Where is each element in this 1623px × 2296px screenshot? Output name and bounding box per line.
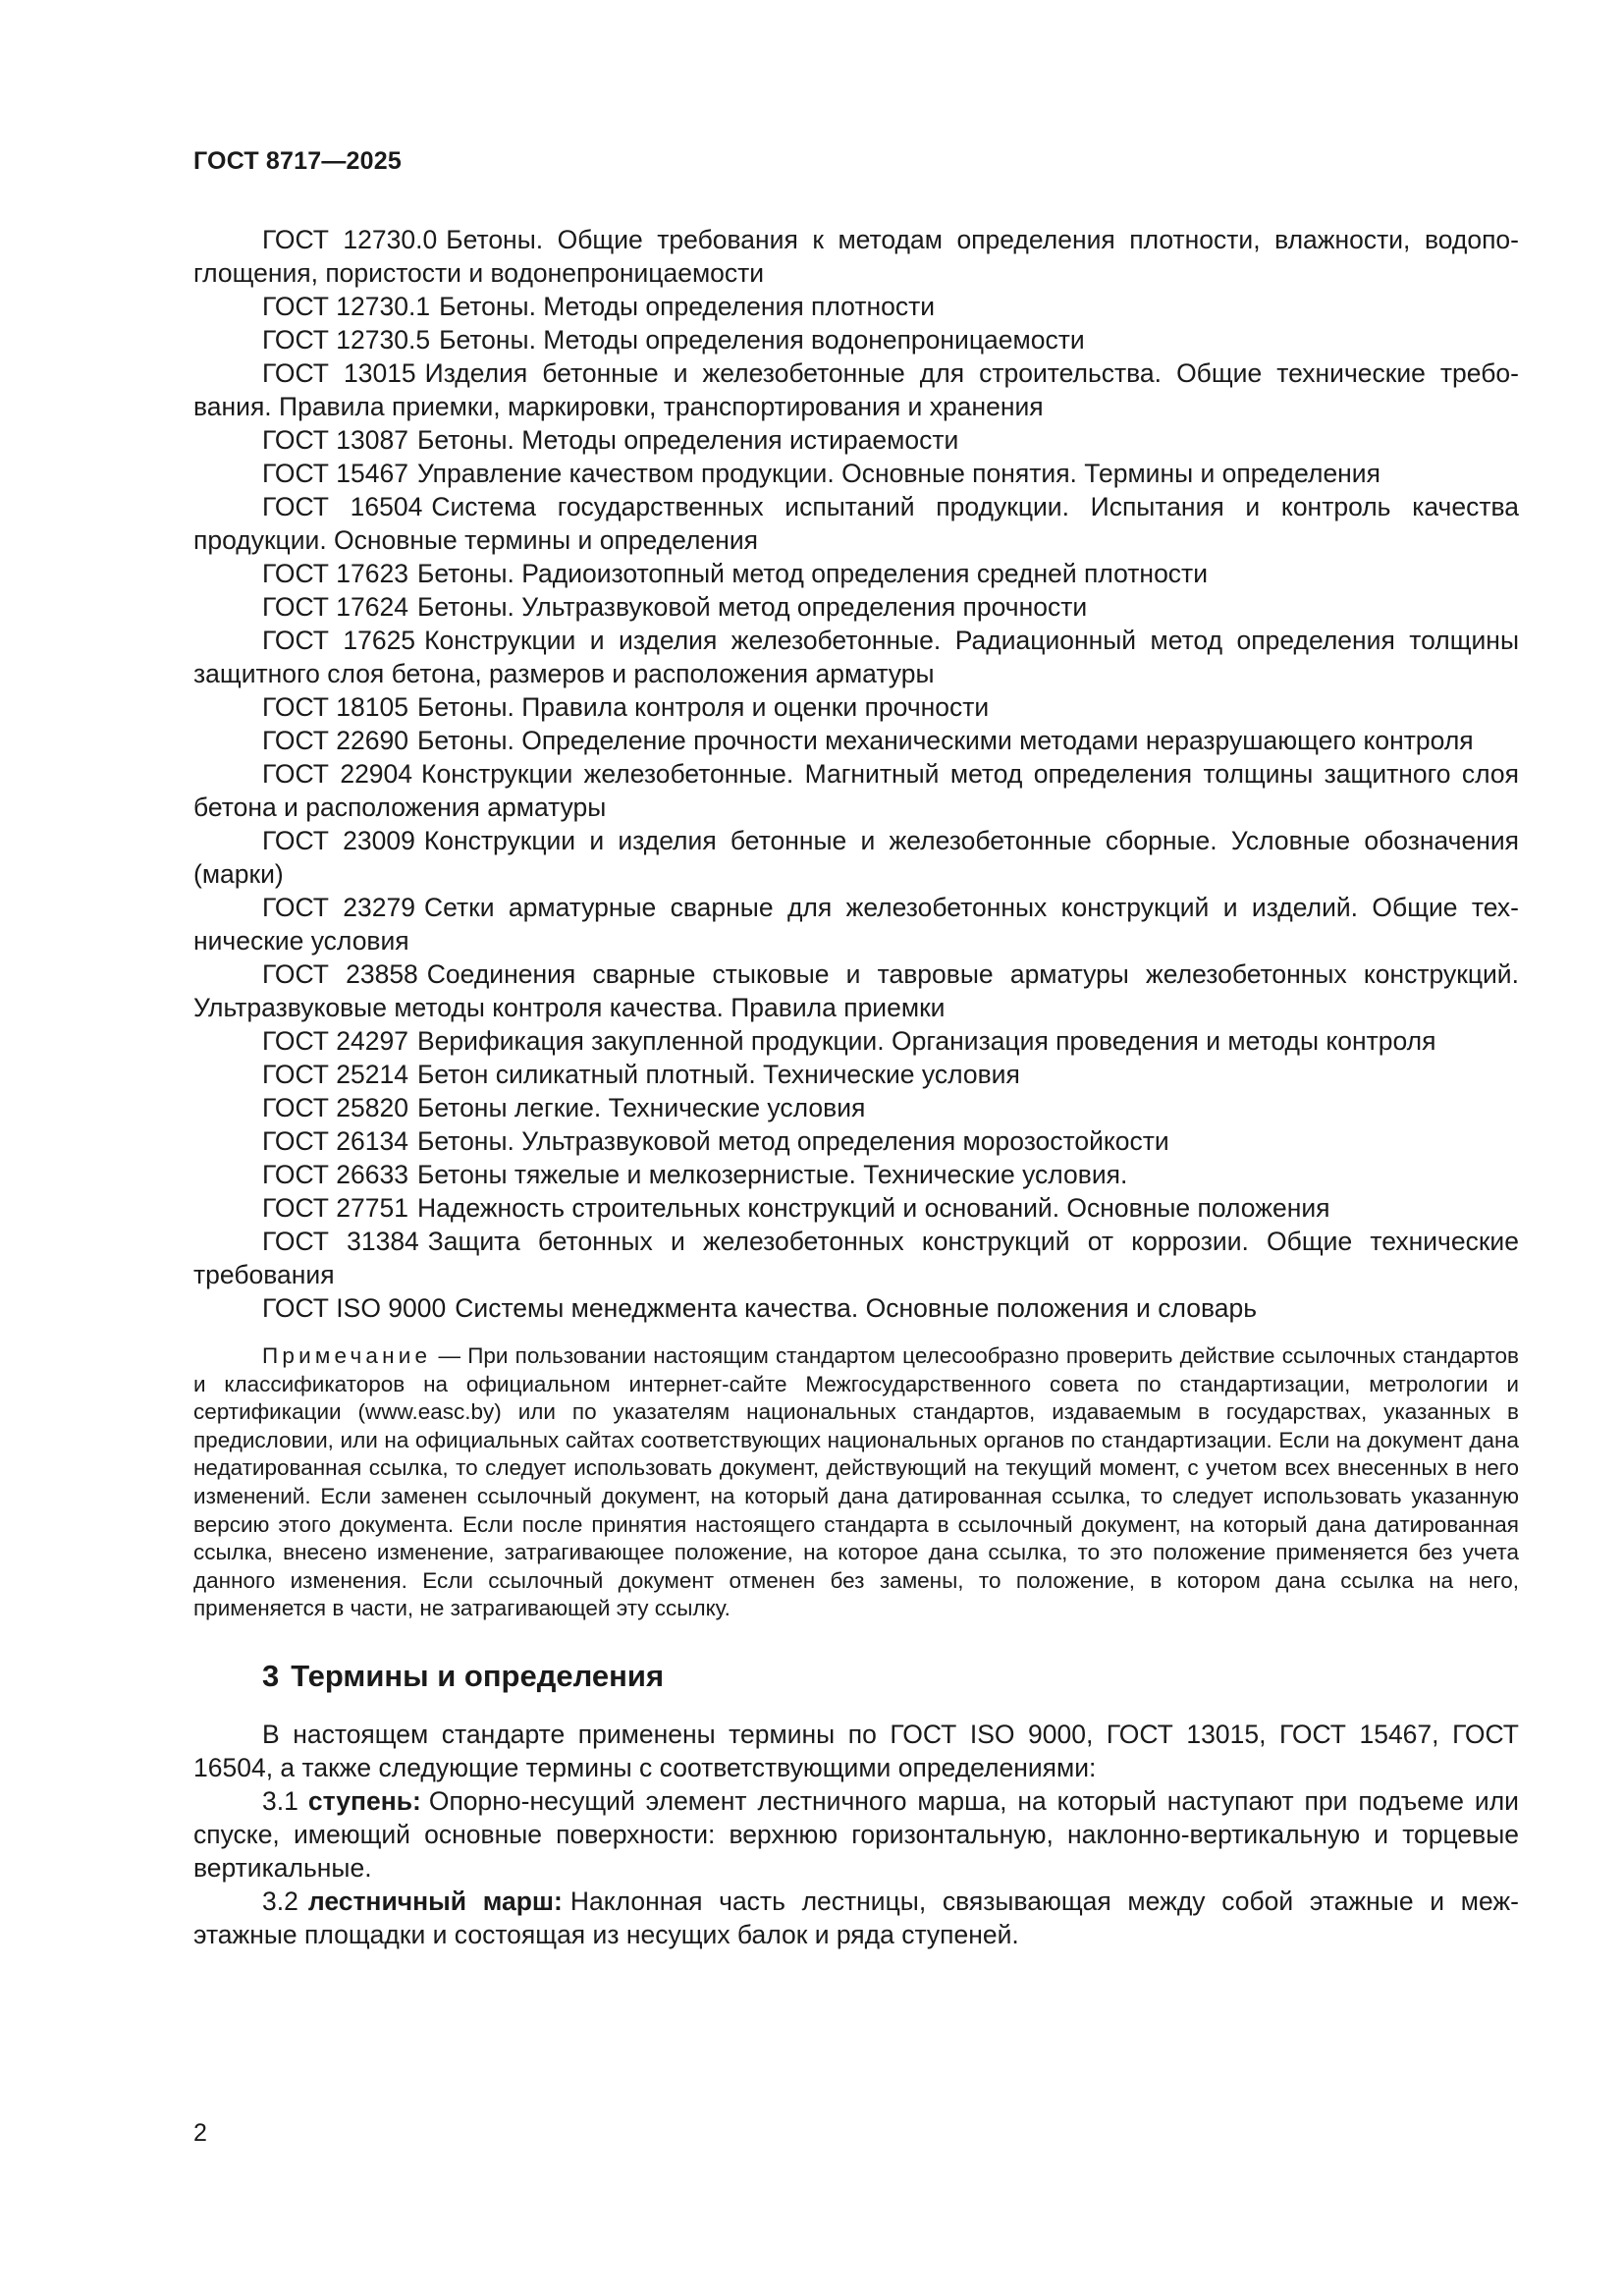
reference-item	[193, 423, 1519, 457]
reference-code: ГОСТ 13015	[262, 358, 416, 388]
reference-title: Системы менеджмента качества. Основные положения и словарь	[455, 1293, 1258, 1323]
reference-title: Бетоны. Правила контроля и оценки прочности	[416, 692, 990, 722]
references-note	[193, 1342, 1519, 1623]
reference-code: ГОСТ 23858	[262, 959, 418, 989]
reference-code: ГОСТ 12730.5	[262, 325, 431, 355]
reference-item	[193, 624, 1519, 690]
reference-title: Бетоны. Методы определения водонепроницаемости	[439, 325, 1085, 355]
reference-code: ГОСТ 25214	[262, 1060, 408, 1089]
term-number: 3.2	[262, 1886, 298, 1916]
reference-item	[193, 1124, 1519, 1158]
reference-item	[193, 1191, 1519, 1225]
reference-item	[193, 323, 1519, 356]
reference-item	[193, 757, 1519, 824]
reference-title: Система государственных испытаний продукции. Испытания и контроль качества продукции. Основные термины и определения	[193, 492, 1519, 555]
term-name: ступень:	[307, 1785, 421, 1816]
reference-title: Бетоны. Радиоизотопный метод определения средней плотности	[416, 559, 1208, 588]
section-intro: В настоящем стандарте применены термины по ГОСТ ISO 9000, ГОСТ 13015, ГОСТ 15467, ГОСТ 16504, а также следующие термины с соответствующими определениями:	[193, 1719, 1519, 1782]
reference-title: Изделия бетонные и железобетонные для строительства. Общие технические требования. Правила приемки, маркировки, транспортирования и хранения	[193, 358, 1519, 421]
page-number: 2	[193, 2119, 207, 2147]
reference-code: ГОСТ 17625	[262, 626, 416, 655]
reference-item	[193, 557, 1519, 590]
reference-title: Управление качеством продукции. Основные понятия. Термины и определения	[416, 459, 1380, 488]
reference-title: Бетоны. Определение прочности механическими методами неразрушающего контроля	[416, 726, 1474, 755]
reference-title: Сетки арматурные сварные для железобетонных конструкций и изделий. Общие технические условия	[193, 893, 1519, 956]
reference-code: ГОСТ 16504	[262, 492, 423, 521]
term-definition	[193, 1885, 1519, 1951]
reference-item	[193, 957, 1519, 1024]
reference-code: ГОСТ 23279	[262, 893, 415, 922]
reference-code: ГОСТ 18105	[262, 692, 408, 722]
reference-title: Бетоны легкие. Технические условия	[416, 1093, 866, 1122]
reference-title: Защита бетонных и железобетонных конструкций от коррозии. Общие технические требования	[193, 1227, 1519, 1289]
reference-code: ГОСТ 15467	[262, 459, 408, 488]
reference-item	[193, 690, 1519, 724]
reference-item	[193, 1225, 1519, 1291]
reference-code: ГОСТ 17623	[262, 559, 408, 588]
reference-item	[193, 590, 1519, 624]
term-name: лестничный марш:	[307, 1886, 563, 1916]
section-heading	[262, 1659, 1519, 1694]
reference-item	[193, 1158, 1519, 1191]
reference-title: Бетоны. Ультразвуковой метод определения морозостойкости	[416, 1126, 1169, 1156]
reference-code: ГОСТ 23009	[262, 826, 415, 855]
reference-code: ГОСТ 24297	[262, 1026, 408, 1056]
reference-title: Бетоны. Общие требования к методам определения плотности, влажности, водопоглощения, пористости и водонепроницаемости	[193, 225, 1519, 288]
reference-item	[193, 356, 1519, 423]
reference-code: ГОСТ 26134	[262, 1126, 408, 1156]
reference-title: Бетоны. Методы определения истираемости	[416, 425, 959, 455]
reference-title: Соединения сварные стыковые и тавровые арматуры железобетонных конструкций. Ультразвуковые методы контроля качества. Правила приемки	[193, 959, 1519, 1022]
reference-title: Конструкции и изделия железобетонные. Радиационный метод определения толщины защитного слоя бетона, размеров и расположения арматуры	[193, 626, 1519, 688]
note-label: Примечание	[262, 1343, 432, 1368]
term-definition	[193, 1784, 1519, 1885]
reference-item	[193, 1091, 1519, 1124]
section-number: 3	[262, 1658, 280, 1693]
reference-item	[193, 891, 1519, 957]
reference-code: ГОСТ 27751	[262, 1193, 408, 1223]
reference-code: ГОСТ 12730.0	[262, 225, 438, 254]
reference-item	[193, 1058, 1519, 1091]
reference-code: ГОСТ 13087	[262, 425, 408, 455]
reference-code: ГОСТ 31384	[262, 1227, 419, 1256]
reference-title: Конструкции железобетонные. Магнитный метод определения толщины защитного слоя бетона и расположения арматуры	[193, 759, 1519, 822]
reference-code: ГОСТ 22690	[262, 726, 408, 755]
term-text: Наклонная часть лестницы, связывающая между собой этажные и межэтажные площадки и состоящая из несущих балок и ряда ступеней.	[193, 1886, 1519, 1949]
term-number: 3.1	[262, 1785, 298, 1816]
normative-references-list	[193, 223, 1519, 1325]
reference-title: Бетоны тяжелые и мелкозернистые. Технические условия.	[416, 1160, 1128, 1189]
reference-title: Надежность строительных конструкций и оснований. Основные положения	[416, 1193, 1330, 1223]
section-title: Термины и определения	[291, 1658, 665, 1693]
reference-code: ГОСТ ISO 9000	[262, 1293, 447, 1323]
reference-item	[193, 490, 1519, 557]
reference-code: ГОСТ 12730.1	[262, 292, 431, 321]
reference-item	[193, 290, 1519, 323]
reference-title: Бетон силикатный плотный. Технические условия	[416, 1060, 1020, 1089]
reference-item	[193, 824, 1519, 891]
reference-title: Конструкции и изделия бетонные и железобетонные сборные. Условные обозначения (марки)	[193, 826, 1519, 889]
reference-item	[193, 1291, 1519, 1325]
reference-title: Верификация закупленной продукции. Организация проведения и методы контроля	[416, 1026, 1436, 1056]
reference-item	[193, 457, 1519, 490]
document-page	[193, 147, 1519, 1951]
reference-code: ГОСТ 26633	[262, 1160, 408, 1189]
reference-code: ГОСТ 22904	[262, 759, 413, 789]
reference-title: Бетоны. Методы определения плотности	[439, 292, 936, 321]
reference-item	[193, 724, 1519, 757]
reference-item	[193, 1024, 1519, 1058]
reference-code: ГОСТ 17624	[262, 592, 408, 622]
term-text: Опорно-несущий элемент лестничного марша, на который наступают при подъеме или спуске, имеющий основные поверхности: верхнюю горизонтальную, наклонно-вертикальную и торцевые вертикальные.	[193, 1785, 1519, 1883]
reference-title: Бетоны. Ультразвуковой метод определения прочности	[416, 592, 1088, 622]
reference-code: ГОСТ 25820	[262, 1093, 408, 1122]
note-text: — При пользовании настоящим стандартом целесообразно проверить действие ссылочных стандартов и классификаторов на официальном интернет-сайте Межгосударственного совета по стандартизации, метрологии и сертификации (www.easc.by) или по указателям национальных стандартов, издаваемым в государствах, указанных в предисловии, или на официальных сайтах соответствующих национальных органов по стандартизации. Если на документ дана недатированная ссылка, то следует использовать документ, действующий на текущий момент, с учетом всех внесенных в него изменений. Если заменен ссылочный документ, на который дана датированная ссылка, то следует использовать указанную версию этого документа. Если после принятия настоящего стандарта в ссылочный документ, на который дана датированная ссылка, внесено изменение, затрагивающее положение, на которое дана ссылка, то это положение применяется без учета данного изменения. Если ссылочный документ отменен без замены, то положение, в котором дана ссылка на него, применяется в части, не затрагивающей эту ссылку.	[193, 1343, 1519, 1621]
document-code-header: ГОСТ 8717—2025	[193, 147, 402, 175]
reference-item	[193, 223, 1519, 290]
